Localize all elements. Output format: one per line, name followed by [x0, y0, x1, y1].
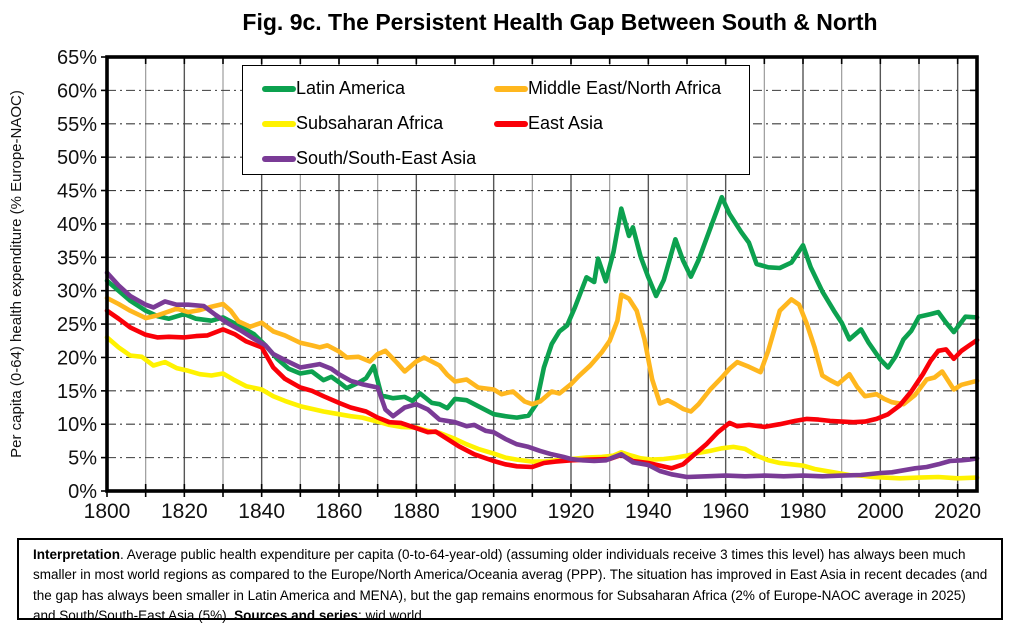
y-tick-label: 0% [68, 481, 97, 503]
legend-swatch-mena [494, 86, 528, 92]
x-tick-label: 1940 [624, 500, 672, 523]
chart-title: Fig. 9c. The Persistent Health Gap Between South & North [242, 9, 878, 35]
series-line-mena [107, 295, 977, 412]
sources-text: : wid.world [357, 607, 422, 623]
x-tick-label: 2000 [856, 500, 904, 523]
y-tick-label: 45% [56, 180, 97, 203]
x-tick-label: 1860 [315, 500, 363, 523]
series-line-subsaharan-africa [107, 337, 977, 478]
x-tick-label: 2020 [934, 500, 982, 523]
x-tick-label: 1920 [547, 500, 595, 523]
chart-legend [242, 65, 750, 175]
legend-swatch-east-asia [494, 121, 528, 127]
y-tick-label: 65% [56, 47, 97, 69]
y-tick-label: 35% [56, 247, 97, 270]
y-tick-label: 25% [56, 314, 97, 337]
legend-swatch-subsaharan-africa [262, 121, 296, 127]
sources-heading: Sources and series [234, 607, 358, 623]
legend-item-latin-america [262, 78, 494, 99]
x-tick-label: 1840 [238, 500, 286, 523]
series-line-latin-america [107, 197, 977, 417]
x-tick-label: 1800 [83, 500, 131, 523]
legend-label: Subsaharan Africa [296, 113, 444, 133]
legend-item-south-se-asia [262, 148, 494, 169]
interpretation-box [17, 538, 1003, 623]
y-tick-label: 20% [56, 347, 97, 370]
legend-item-east-asia [494, 113, 749, 134]
legend-item-mena [494, 78, 749, 99]
y-axis-title: Per capita (0-64) health expenditure (% Europe-NAOC) [8, 90, 25, 458]
x-tick-label: 1880 [392, 500, 440, 523]
y-tick-label: 55% [56, 113, 97, 136]
x-tick-label: 1820 [160, 500, 208, 523]
y-tick-label: 60% [56, 80, 97, 103]
x-tick-label: 1980 [779, 500, 827, 523]
legend-swatch-latin-america [262, 86, 296, 92]
legend-label: Latin America [296, 78, 406, 98]
x-tick-label: 1960 [702, 500, 750, 523]
y-tick-label: 40% [56, 213, 97, 236]
y-tick-label: 15% [56, 380, 97, 403]
legend-item-subsaharan-africa [262, 113, 494, 134]
legend-swatch-south-se-asia [262, 156, 296, 162]
interpretation-heading: Interpretation [33, 547, 121, 562]
y-tick-label: 50% [56, 147, 97, 170]
interpretation-text: . Average public health expenditure per capita (0-to-64-year-old) (assuming older individuals receive 3 times this level) has always been much smaller in most world regions as compared to the Europe/North America/Oceania averag (PPP). The situation has improved in East Asia in recent decades (and the gap has always been smaller in Latin America and MENA), but the gap remains enormous for Subsaharan Africa (2% of Europe-NAOC average in 2025) and South/South-East Asia (5%). [33, 547, 988, 623]
y-tick-label: 5% [68, 447, 97, 470]
legend-label: Middle East/North Africa [528, 78, 722, 98]
x-tick-label: 1900 [470, 500, 518, 523]
legend-label: South/South-East Asia [296, 148, 477, 168]
y-tick-label: 30% [56, 280, 97, 303]
legend-label: East Asia [528, 113, 604, 133]
y-tick-label: 10% [56, 414, 97, 437]
